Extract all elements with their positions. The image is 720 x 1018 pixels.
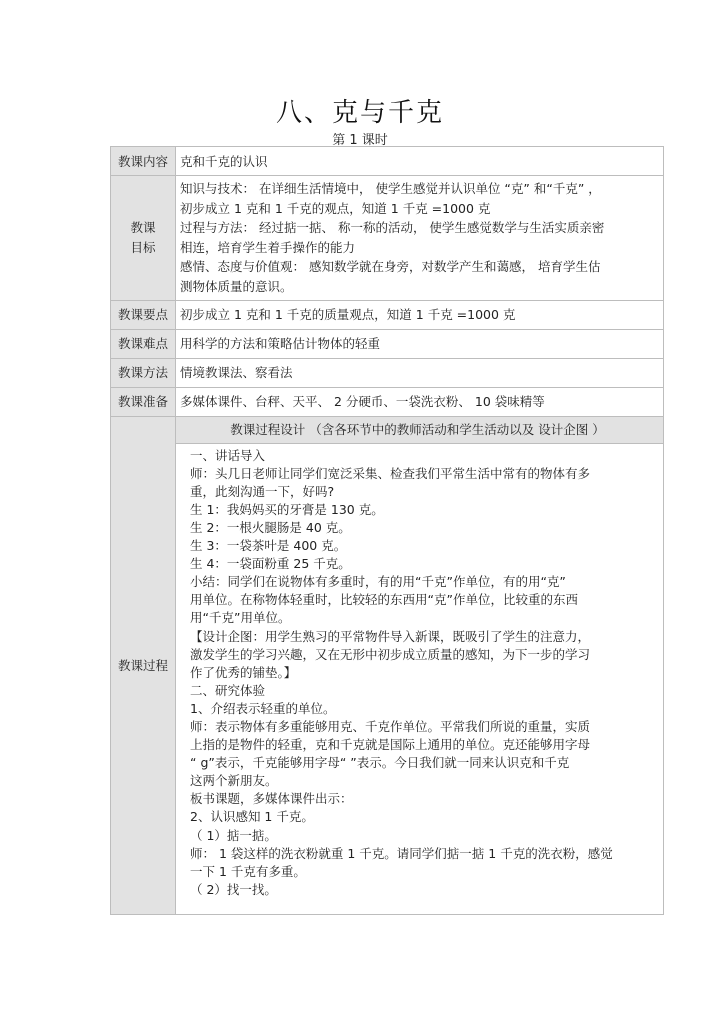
label-goals-line1: 教课 bbox=[130, 219, 156, 235]
process-line: 一下 1 千克有多重。 bbox=[190, 863, 306, 879]
goal-line: 知识与技术： 在详细生活情境中， 使学生感觉并认识单位 “克” 和“千克” ， bbox=[180, 181, 601, 196]
row-methods bbox=[111, 358, 664, 387]
value-preparation: 多媒体课件、台秤、天平、 2 分硬币、一袋洗衣粉、 10 袋味精等 bbox=[176, 387, 664, 416]
process-line: 师：头几日老师让同学们宽泛采集、检查我们平常生活中常有的物体有多 bbox=[190, 465, 591, 481]
process-line: 2、认识感知 1 千克。 bbox=[190, 809, 314, 825]
process-line: 1、介绍表示轻重的单位。 bbox=[190, 700, 336, 716]
row-preparation bbox=[111, 387, 664, 416]
process-line: 用单位。在称物体轻重时，比较轻的东西用“克”作单位，比较重的东西 bbox=[190, 592, 578, 608]
row-goals bbox=[111, 176, 664, 301]
label-goals-line2: 目标 bbox=[130, 239, 156, 255]
process-line: 重，此刻沟通一下，好吗? bbox=[190, 483, 335, 499]
label-key-points: 教课要点 bbox=[111, 300, 176, 329]
value-content: 克和千克的认识 bbox=[176, 147, 664, 176]
process-line: 板书课题，多媒体课件出示： bbox=[190, 791, 353, 807]
row-difficulties bbox=[111, 329, 664, 358]
process-line: 【设计企图：用学生熟习的平常物件导入新课，既吸引了学生的注意力， bbox=[190, 628, 591, 644]
value-goals bbox=[176, 176, 664, 301]
value-methods: 情境教课法、察看法 bbox=[176, 358, 664, 387]
goal-line: 相连，培育学生着手操作的能力 bbox=[180, 239, 356, 255]
process-line: 激发学生的学习兴趣，又在无形中初步成立质量的感知，为下一步的学习 bbox=[190, 646, 591, 662]
process-line: 用“千克”用单位。 bbox=[190, 610, 291, 626]
process-line: 二、研究体验 bbox=[190, 682, 266, 698]
row-key-points bbox=[111, 300, 664, 329]
label-preparation: 教课准备 bbox=[111, 387, 176, 416]
lesson-number: 第 1 课时 bbox=[332, 133, 388, 148]
row-process bbox=[111, 416, 664, 443]
process-line: 师：表示物体有多重能够用克、千克作单位。平常我们所说的重量，实质 bbox=[190, 718, 591, 734]
label-methods: 教课方法 bbox=[111, 358, 176, 387]
goal-line: 测物体质量的意识。 bbox=[180, 278, 293, 294]
process-content bbox=[176, 443, 664, 914]
process-line: 这两个新朋友。 bbox=[190, 773, 278, 789]
goal-line: 感情、态度与价值观： 感知数学就在身旁，对数学产生和蔼感， 培育学生估 bbox=[180, 259, 601, 275]
label-content: 教课内容 bbox=[111, 147, 176, 176]
process-line: （ 1）掂一掂。 bbox=[190, 827, 277, 843]
process-line: “ g”表示，千克能够用字母“ ”表示。今日我们就一同来认识克和千克 bbox=[190, 755, 570, 771]
value-key-points: 初步成立 1 克和 1 千克的质量观点，知道 1 千克 =1000 克 bbox=[176, 300, 664, 329]
goal-line: 初步成立 1 克和 1 千克的观点，知道 1 千克 =1000 克 bbox=[180, 200, 491, 216]
process-line: 作了优秀的铺垫。】 bbox=[190, 664, 297, 680]
label-process: 教课过程 bbox=[111, 416, 176, 914]
process-line: 生 1：我妈妈买的牙膏是 130 克。 bbox=[190, 501, 384, 517]
process-line: 生 2：一根火腿肠是 40 克。 bbox=[190, 519, 351, 535]
process-line: 小结：同学们在说物体有多重时，有的用“千克”作单位，有的用“克” bbox=[190, 574, 566, 590]
lesson-plan-table bbox=[110, 146, 664, 915]
row-process-body bbox=[111, 443, 664, 914]
process-line: 师： 1 袋这样的洗衣粉就重 1 千克。请同学们掂一掂 1 千克的洗衣粉，感觉 bbox=[190, 845, 613, 861]
process-line: 生 3：一袋茶叶是 400 克。 bbox=[190, 538, 347, 554]
page-title: 八、克与千克 bbox=[275, 98, 444, 128]
process-line: 生 4：一袋面粉重 25 千克。 bbox=[190, 556, 351, 572]
process-line: 上指的是物件的轻重，克和千克就是国际上通用的单位。克还能够用字母 bbox=[190, 737, 591, 753]
goal-line: 过程与方法： 经过掂一掂、 称一称的活动， 使学生感觉数学与生活实质亲密 bbox=[180, 220, 605, 236]
label-goals bbox=[111, 176, 176, 301]
label-difficulties: 教课难点 bbox=[111, 329, 176, 358]
row-content bbox=[111, 147, 664, 176]
process-line: （ 2）找一找。 bbox=[190, 881, 277, 897]
process-line: 一、讲话导入 bbox=[190, 447, 266, 463]
design-header: 教课过程设计 （含各环节中的教师活动和学生活动以及 设计企图 ） bbox=[176, 416, 664, 443]
value-difficulties: 用科学的方法和策略估计物体的轻重 bbox=[176, 329, 664, 358]
